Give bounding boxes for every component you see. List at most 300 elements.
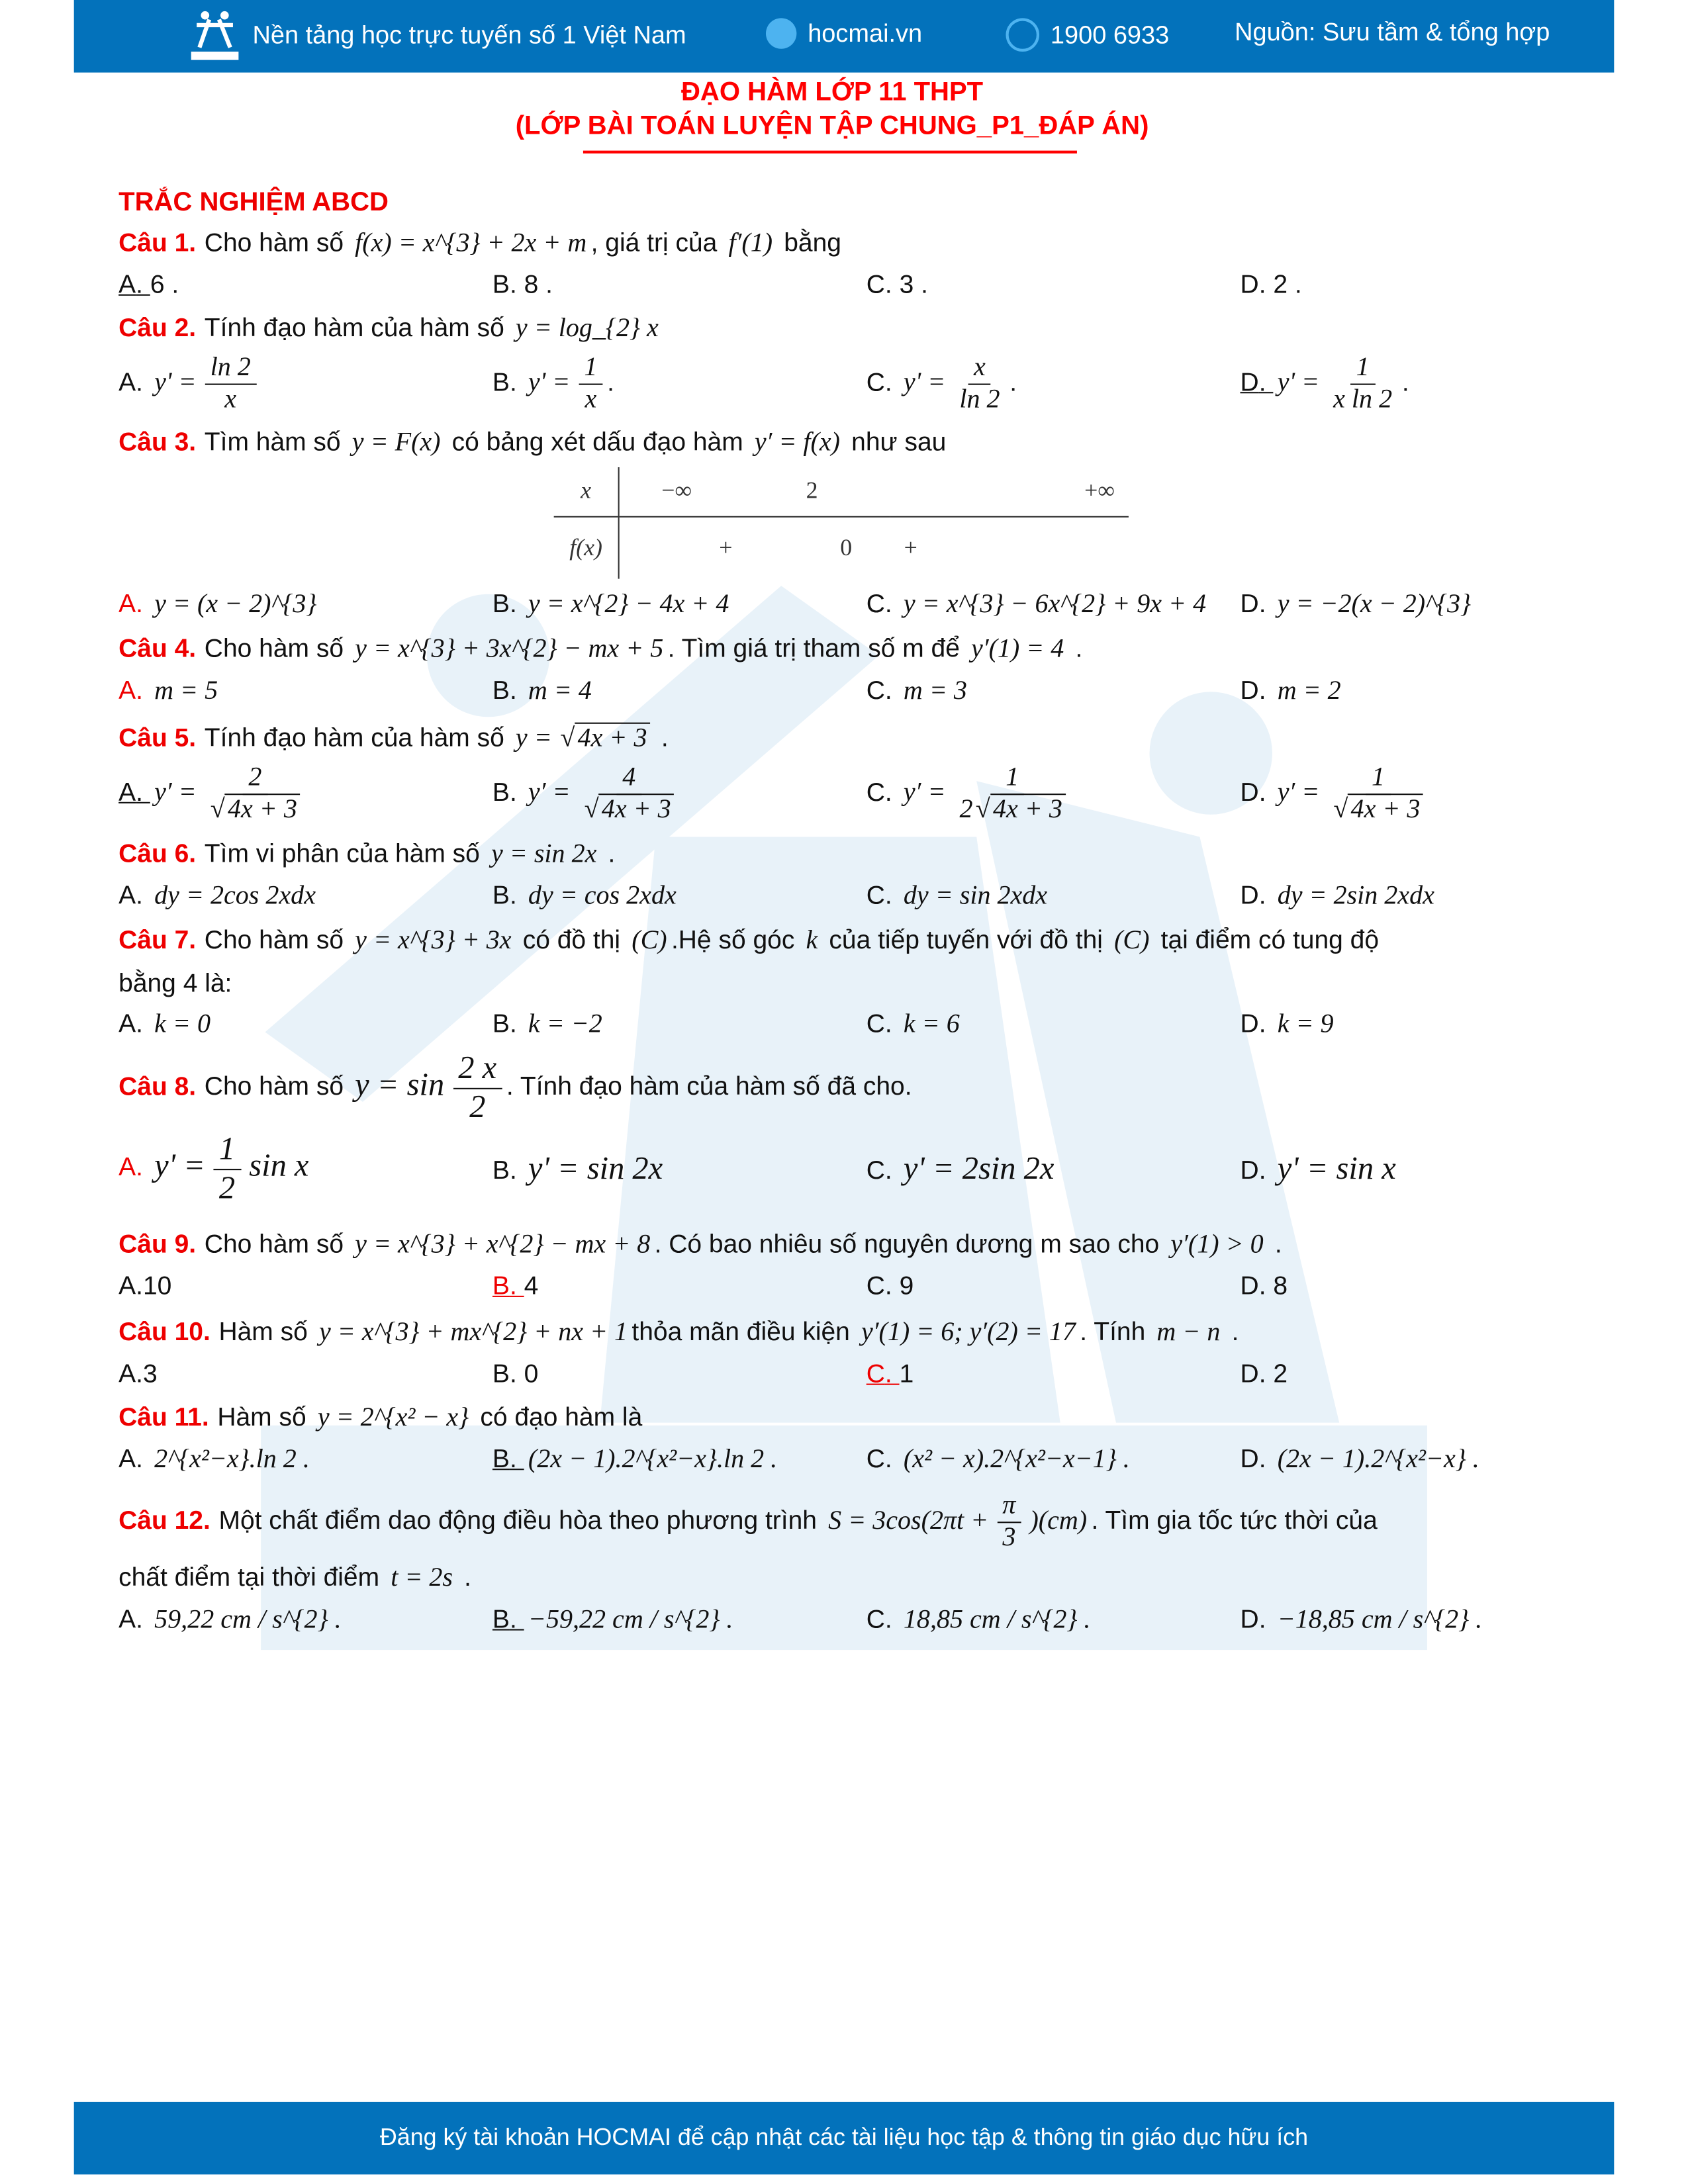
option-letter [118,1152,150,1181]
answer-option-b[interactable] [492,670,867,711]
question-stem [118,920,1614,963]
text: Tính đạo hàm của hàm số [204,312,512,342]
denominator [219,385,242,415]
text: . [1068,633,1083,662]
option-letter-text: A [118,1009,136,1038]
answer-options [118,350,1614,418]
option-letter-dot: . [884,776,900,806]
answer-option-b[interactable] [492,1355,867,1394]
table-f-label: f(x) [554,517,619,578]
text: 2 . [1273,269,1302,298]
option-letter-text: A [118,588,136,617]
answer-option-b[interactable] [492,1005,867,1045]
numerator [579,353,603,385]
math-expression: y′ = f(x) [754,428,841,457]
answer-option-b[interactable] [492,760,867,828]
math-expression: y = x^{3} + mx^{2} + nx + 1 [318,1318,628,1348]
math-expression: m = 3 [903,676,967,705]
math-expression: dy = 2cos 2xdx [154,882,316,911]
answer-options [118,1005,1614,1045]
option-letter-dot: . [884,1271,900,1300]
option-letter-text: C [866,1604,885,1633]
option-letter [1241,881,1274,910]
text: . Tính [1080,1316,1153,1346]
math-expression: x [224,385,237,414]
math-expression: y = log_{2} x [515,314,659,343]
math-expression: y = F(x) [352,428,441,457]
option-letter-dot: . [1258,367,1274,397]
option-letter [492,1154,524,1183]
text: Hàm số [217,1402,314,1432]
option-letter-text: A [118,1604,136,1633]
option-letter-text: C [866,588,885,617]
fraction [954,762,1070,825]
option-letter-text: D [1240,1271,1259,1300]
math-expression: ln 2 [210,353,251,383]
math-expression: 2 [248,762,262,792]
answer-options [118,876,1614,917]
answer-option-a[interactable] [118,670,492,711]
fraction [1328,762,1429,825]
answer-option-c[interactable] [867,1355,1241,1394]
option-letter-dot: . [136,1443,150,1473]
website-link[interactable] [766,18,922,48]
option-letter-dot: . [136,1358,143,1388]
option-letter-dot: . [884,1443,900,1473]
option-letter-dot: . [136,269,150,298]
math-group [209,794,302,823]
math-expression: 1 [584,353,598,383]
answer-option-a[interactable] [118,1355,492,1394]
text: có đồ thị [515,925,628,955]
denominator [464,1089,491,1126]
answer-option-d[interactable] [1241,584,1615,624]
text: Tính đạo hàm của hàm số [204,721,512,752]
text: . Tìm giá trị tham số m để [667,633,967,662]
option-letter-dot: . [509,1009,524,1038]
answer-options [118,1128,1614,1209]
table-sign: + [719,534,733,561]
answer-option-b[interactable] [492,350,867,418]
answer-option-d[interactable] [1241,670,1615,711]
table-x-label: x [554,467,619,517]
option-letter-dot: . [136,1271,143,1300]
denominator [954,385,1006,415]
question-label: Câu 11. [118,1402,209,1432]
answer-option-c[interactable] [867,760,1241,828]
answer-option-c[interactable] [867,1267,1241,1306]
math-expression: y' = [154,1148,205,1183]
question-stem [118,1223,1614,1266]
option-letter-dot: . [509,1358,524,1388]
option-letter-dot: . [509,588,524,617]
option-letter [867,881,900,910]
math-expression: ln 2 [959,385,1000,414]
answer-options [118,1600,1614,1640]
option-letter-dot: . [884,1358,900,1388]
text: Tìm hàm số [204,426,348,456]
option-letter [118,588,150,617]
answer-option-b[interactable] [492,584,867,624]
option-letter [867,1009,900,1038]
square-root [1333,794,1423,823]
option-letter-text: B [492,1154,510,1184]
text: , giá trị của [590,227,725,257]
question-stem [118,833,1614,876]
radicand: 4x + 3 [225,793,300,823]
option-letter-text: A [118,674,136,704]
answer-option-d[interactable] [1241,1355,1615,1394]
answer-option-d[interactable] [1241,1439,1615,1480]
answer-option-b[interactable] [492,1149,867,1189]
question-label: Câu 6. [118,839,197,868]
option-letter-text: A [118,1271,136,1300]
radical-sign: √ [975,794,990,824]
answer-option-b[interactable] [492,876,867,917]
text: tại điểm có tung độ [1153,925,1380,955]
answer-option-a[interactable] [118,265,492,304]
option-letter-text: C [866,1009,885,1038]
option-letter-text: D [1240,367,1259,397]
option-letter [1241,777,1274,806]
answer-option-d[interactable] [1241,350,1615,418]
answer-option-c[interactable] [867,1439,1241,1480]
answer-options [118,584,1614,624]
question-stem [118,222,1614,265]
text: như sau [844,426,947,456]
math-expression: (C) [632,927,667,956]
question-label: Câu 8. [118,1071,197,1101]
option-letter-dot: . [884,269,900,298]
answer-option-b[interactable] [492,1439,867,1480]
answer-option-a[interactable] [118,584,492,624]
answer-option-b[interactable] [492,1267,867,1306]
option-letter [867,1154,900,1183]
answer-option-c[interactable] [867,265,1241,304]
answer-option-c[interactable] [867,1149,1241,1189]
option-letter-text: B [492,1009,510,1038]
math-expression: 4 [622,762,636,792]
option-letter [867,269,900,298]
option-letter [1241,1271,1274,1300]
text: của tiếp tuyến với đồ thị [821,925,1110,955]
option-letter-text: A [118,367,136,397]
answer-option-c[interactable] [867,876,1241,917]
option-letter-dot: . [884,674,900,704]
answer-options [118,1267,1614,1306]
math-expression: x [585,385,597,414]
text: . [457,1561,472,1592]
math-expression: y = x^{2} − 4x + 4 [528,589,729,619]
math-expression: 2^{x²−x}.ln 2 . [154,1445,310,1475]
option-letter-dot: . [136,1009,150,1038]
math-expression: f′(1) [728,228,773,258]
text: 6 . [150,269,179,298]
text: Cho hàm số [204,925,351,955]
math-expression: m = 4 [528,676,592,705]
option-letter-text: B [492,1443,510,1473]
question-label: Câu 10. [118,1316,211,1346]
option-letter [867,1443,900,1473]
text: 1 [899,1358,914,1388]
text: 3 [142,1358,158,1388]
math-expression: (2x − 1).2^{x²−x} . [1277,1445,1479,1475]
denominator [1328,385,1398,415]
text: 10 [142,1271,172,1300]
text: . [600,839,616,868]
option-letter-text: D [1240,269,1259,298]
option-letter [867,777,900,806]
math-expression: m = 2 [1277,676,1341,705]
question-block [118,421,1614,625]
math-expression: 59,22 cm / s^{2} . [154,1605,342,1635]
option-letter [1241,1009,1274,1038]
option-letter-text: B [492,674,510,704]
question-label: Câu 4. [118,633,197,662]
answer-option-a[interactable] [118,1128,492,1209]
answer-options [118,1355,1614,1394]
math-expression: dy = 2sin 2xdx [1277,882,1434,911]
option-letter-text: C [866,674,885,704]
answer-option-c[interactable] [867,1005,1241,1045]
option-letter-dot: . [509,1443,524,1473]
text: 9 [899,1271,914,1300]
numerator [453,1051,502,1089]
denominator [214,1169,241,1206]
answer-option-d[interactable] [1241,760,1615,828]
math-expression: 2 x [458,1050,497,1086]
answer-option-d[interactable] [1241,1149,1615,1189]
option-letter [492,1009,524,1038]
option-letter [1241,367,1274,396]
option-letter-dot: . [136,1152,150,1182]
answer-option-b[interactable] [492,265,867,304]
math-expression: dy = cos 2xdx [528,882,677,911]
option-letter-text: A [118,1443,136,1473]
option-letter [1241,674,1274,704]
text: 4 [524,1271,539,1300]
option-letter [1241,1154,1274,1183]
question-stem [118,627,1614,670]
option-letter-dot: . [509,1604,524,1633]
option-letter [492,881,524,910]
math-expression: x [974,353,986,383]
question-label: Câu 9. [118,1228,197,1259]
question-block [118,307,1614,418]
math-expression: 18,85 cm / s^{2} . [903,1605,1091,1635]
question-stem [118,1396,1614,1439]
math-expression: y' = sin 2x [528,1150,663,1185]
question-stem [118,1488,1614,1557]
option-letter-text: D [1240,588,1259,617]
answer-option-d[interactable] [1241,876,1615,917]
option-letter-dot: . [136,880,150,910]
text: . Có bao nhiêu số nguyên dương m sao cho [654,1228,1167,1259]
phone-icon [1006,18,1039,52]
answer-option-a[interactable] [118,876,492,917]
option-letter-dot: . [509,269,524,298]
option-letter-text: B [492,776,510,806]
text: Cho hàm số [204,1071,351,1101]
option-letter-text: D [1240,776,1259,806]
math-expression: dy = sin 2xdx [903,882,1048,911]
math-expression: −59,22 cm / s^{2} . [528,1605,733,1635]
option-letter [492,1271,524,1300]
option-letter-text: C [866,1154,885,1184]
math-expression: y = x^{3} + 3x [355,927,512,956]
answer-option-b[interactable] [492,1600,867,1640]
option-letter-text: C [866,1271,885,1300]
option-letter-text: C [866,1358,885,1388]
math-expression: 1 [218,1131,236,1167]
math-expression: y′(1) = 4 [971,634,1064,664]
option-letter-dot: . [884,1009,900,1038]
numerator [968,353,992,385]
option-letter-text: B [492,1358,510,1388]
option-letter-dot: . [1258,1271,1274,1300]
option-letter-dot: . [884,1154,900,1184]
option-letter-dot: . [1258,880,1274,910]
question-block [118,627,1614,711]
math-expression: y' = [154,368,197,398]
math-expression: y' = 2sin 2x [903,1150,1055,1185]
option-letter-dot: . [884,367,900,397]
option-letter [118,269,150,298]
math-expression: y = 2^{x² − x} [317,1403,469,1433]
question-stem [118,1311,1614,1354]
source-text: Nguồn: Sưu tầm & tổng hợp [1235,18,1550,46]
fraction [579,353,603,415]
answer-option-a[interactable] [118,760,492,828]
option-letter [118,881,150,910]
math-expression: k = −2 [528,1010,602,1040]
denominator [954,794,1070,825]
math-expression: y' = [528,368,571,398]
math-expression: 1 [1356,353,1370,383]
math-expression: k [806,927,818,956]
radicand: 4x + 3 [575,722,649,752]
option-letter [492,1359,524,1388]
math-group [958,794,1066,823]
title-line-1: ĐẠO HÀM LỚP 11 THPT [680,78,984,108]
option-letter-text: A [118,1152,136,1182]
option-letter-dot: . [136,1604,150,1633]
numerator [1000,762,1025,794]
text: . [607,367,614,397]
square-root [585,794,674,823]
radicand: 4x + 3 [599,793,674,823]
option-letter-text: B [492,880,510,910]
text: .Hệ số góc [671,925,802,955]
text: . Tìm gia tốc tức thời của [1091,1505,1378,1535]
numerator [243,762,267,794]
answer-option-c[interactable] [867,1600,1241,1640]
table-x-value: +∞ [890,467,1129,517]
answer-option-c[interactable] [867,584,1241,624]
option-letter [1241,1443,1274,1473]
option-letter-text: A [118,269,136,298]
math-expression: m = 5 [154,676,218,705]
header-bar [74,0,1615,73]
answer-option-d[interactable] [1241,265,1615,304]
text: Cho hàm số [204,227,351,257]
website-text: hocmai.vn [808,19,923,47]
answer-option-a[interactable] [118,1439,492,1480]
answer-option-d[interactable] [1241,1005,1615,1045]
option-letter [492,674,524,704]
math-expression: 2 [959,794,973,824]
answer-option-c[interactable] [867,350,1241,418]
denominator [1328,794,1429,825]
option-letter-text: C [866,367,885,397]
text: bằng 4 là: [118,968,232,998]
text: có bảng xét dấu đạo hàm [444,426,751,456]
answer-option-c[interactable] [867,670,1241,711]
option-letter-dot: . [1258,1009,1274,1038]
text: Tìm vi phân của hàm số [204,839,487,868]
option-letter [118,367,150,396]
option-letter [118,674,150,704]
radical-sign: √ [584,794,599,824]
square-root [976,794,1065,823]
answer-options [118,1439,1614,1480]
math-expression: y = x^{3} + 3x^{2} − mx + 5 [355,634,664,664]
answer-option-d[interactable] [1241,1600,1615,1640]
question-label: Câu 1. [118,227,197,257]
text: 0 [524,1358,539,1388]
math-expression: y = sin [355,1067,445,1103]
footer-text: Đăng ký tài khoản HOCMAI để cập nhật các tài liệu học tập & thông tin giáo dục hữu ích [379,2124,1309,2151]
text: chất điểm tại thời điểm [118,1561,387,1592]
option-letter [867,1604,900,1633]
answer-option-a[interactable] [118,1267,492,1306]
math-expression: y = (x − 2)^{3} [154,589,317,619]
text: thỏa mãn điều kiện [632,1316,857,1346]
question-label: Câu 7. [118,925,197,955]
question-block [118,833,1614,917]
answer-option-a[interactable] [118,1600,492,1640]
option-letter-text: A [118,880,136,910]
option-letter-dot: . [884,880,900,910]
math-expression: y' = [1277,368,1320,398]
question-block [118,717,1614,828]
option-letter [1241,1604,1274,1633]
option-letter [492,367,524,396]
numerator [205,353,256,385]
text: 8 . [524,269,553,298]
answer-option-a[interactable] [118,1005,492,1045]
question-block [118,1223,1614,1305]
numerator [997,1491,1021,1523]
math-expression: y′(1) > 0 [1170,1230,1264,1260]
answer-option-a[interactable] [118,350,492,418]
math-expression: y = [515,723,552,753]
answer-option-d[interactable] [1241,1267,1615,1306]
question-block [118,222,1614,304]
fraction [954,353,1006,415]
fraction [205,762,305,825]
title-line-2: (LỚP BÀI TOÁN LUYỆN TẬP CHUNG_P1_ĐÁP ÁN) [515,111,1149,141]
denominator [579,794,679,825]
table-x-value: −∞ [619,467,734,517]
math-expression: (C) [1114,927,1150,956]
option-letter-text: D [1240,880,1259,910]
radical-sign: √ [210,794,225,824]
question-block [118,1048,1614,1209]
math-expression: −18,85 cm / s^{2} . [1277,1605,1483,1635]
option-letter-text: C [866,1443,885,1473]
question-label: Câu 12. [118,1505,211,1535]
